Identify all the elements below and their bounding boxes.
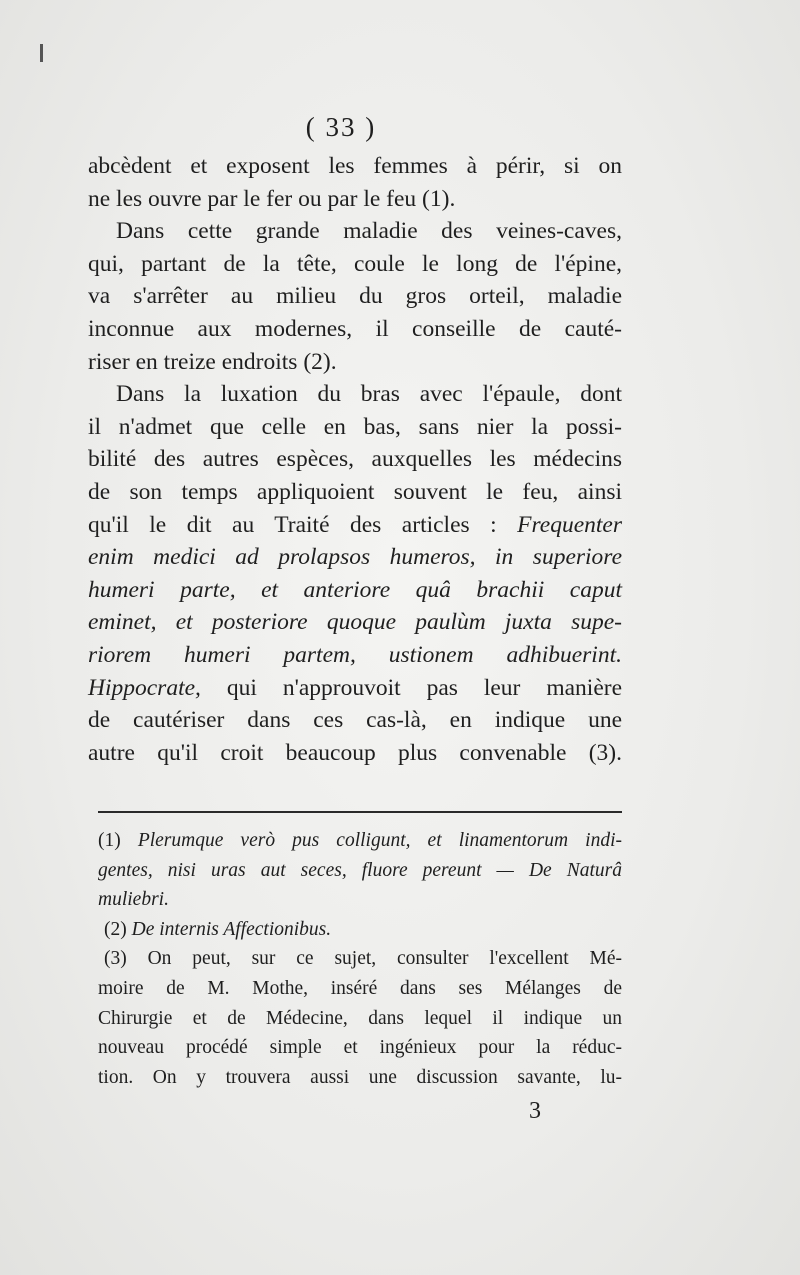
footnote-segment: Chirurgie et de Médecine, dans lequel il indique un — [98, 1007, 622, 1029]
text-line-italic-tail: Frequenter — [517, 511, 622, 538]
text-line-content: de cautériser dans ces cas-là, en indique une — [88, 707, 622, 734]
text-line — [88, 150, 622, 183]
footnote-separator-rule — [98, 811, 622, 813]
text-line-content: enim medici ad prolapsos humeros, in superiore — [88, 544, 622, 571]
footnote-line — [98, 1004, 622, 1034]
footnote-segment: De internis Affectionibus. — [131, 918, 332, 940]
footnote-segment: moire de M. Mothe, inséré dans ses Mélanges de — [98, 977, 622, 999]
text-line — [88, 541, 622, 574]
text-line-content: il n'admet que celle en bas, sans nier la possi- — [88, 413, 622, 440]
text-line-content: abcèdent et exposent les femmes à périr, si on — [88, 153, 622, 179]
footnote-line — [98, 826, 622, 856]
text-line — [88, 378, 622, 411]
footnote-segment: nouveau procédé simple et ingénieux pour la réduc- — [98, 1037, 622, 1059]
text-line — [88, 574, 622, 607]
main-text-block — [88, 150, 622, 769]
text-line-roman-tail: qui n'approuvoit pas leur manière — [226, 674, 623, 701]
text-line-content: Dans cette grande maladie des veines-caves, — [116, 218, 622, 245]
text-line-content: qu'il le dit au Traité des articles : — [88, 511, 497, 538]
text-line — [88, 248, 622, 281]
text-line-content: Hippocrate, — [88, 674, 201, 701]
scan-edge-mark — [40, 44, 43, 62]
text-line-content: humeri parte, et anteriore quâ brachii caput — [88, 576, 622, 603]
footnote-line — [98, 915, 622, 945]
text-line-content: autre qu'il croit beaucoup plus convenable (3). — [88, 739, 622, 766]
signature-mark: 3 — [529, 1098, 541, 1124]
footnote-line — [98, 974, 622, 1004]
text-line — [88, 411, 622, 444]
footnote-line — [98, 1063, 622, 1093]
text-line-content: eminet, et posteriore quoque paulùm juxta supe- — [88, 609, 622, 636]
text-line-content: ne les ouvre par le fer ou par le feu (1). — [88, 185, 456, 212]
text-line — [88, 443, 622, 476]
footnote-line — [98, 1033, 622, 1063]
text-line-content: riser en treize endroits (2). — [88, 348, 337, 375]
footnote-segment: tion. On y trouvera aussi une discussion savante, lu- — [98, 1066, 622, 1088]
text-line — [88, 215, 622, 248]
text-line — [88, 639, 622, 672]
footnote-line — [98, 944, 622, 974]
footnote-segment: (2) — [104, 918, 132, 940]
footnote-segment: (1) — [98, 830, 138, 851]
text-line-content: de son temps appliquoient souvent le feu, ainsi — [88, 478, 622, 505]
text-line — [88, 704, 622, 737]
text-line — [88, 183, 622, 216]
text-line-content: va s'arrêter au milieu du gros orteil, maladie — [88, 283, 622, 310]
page-number: ( 33 ) — [305, 112, 377, 142]
text-line — [88, 346, 622, 379]
text-line — [88, 606, 622, 639]
footnote-segment: gentes, nisi uras aut seces, fluore pereunt — De Naturâ — [98, 859, 622, 881]
footnotes-block — [98, 826, 622, 1092]
text-line-content: inconnue aux modernes, il conseille de cauté- — [88, 315, 622, 342]
text-line-content: Dans la luxation du bras avec l'épaule, dont — [116, 381, 622, 408]
text-line — [88, 509, 622, 542]
footnote-segment: (3) On peut, sur ce sujet, consulter l'excellent Mé- — [104, 948, 622, 970]
text-line — [88, 313, 622, 346]
text-line-content: riorem humeri partem, ustionem adhibuerint. — [88, 641, 622, 668]
text-line — [88, 280, 622, 313]
footnote-segment: muliebri. — [98, 889, 169, 911]
footnote-line — [98, 885, 622, 915]
text-line-content: qui, partant de la tête, coule le long de l'épine, — [88, 250, 622, 277]
text-line-content: bilité des autres espèces, auxquelles les médecins — [88, 446, 622, 473]
text-line — [88, 476, 622, 509]
text-line — [88, 672, 622, 705]
footnote-line — [98, 856, 622, 886]
text-line — [88, 737, 622, 770]
footnote-segment: Plerumque verò pus colligunt, et linamentorum indi- — [137, 830, 622, 851]
